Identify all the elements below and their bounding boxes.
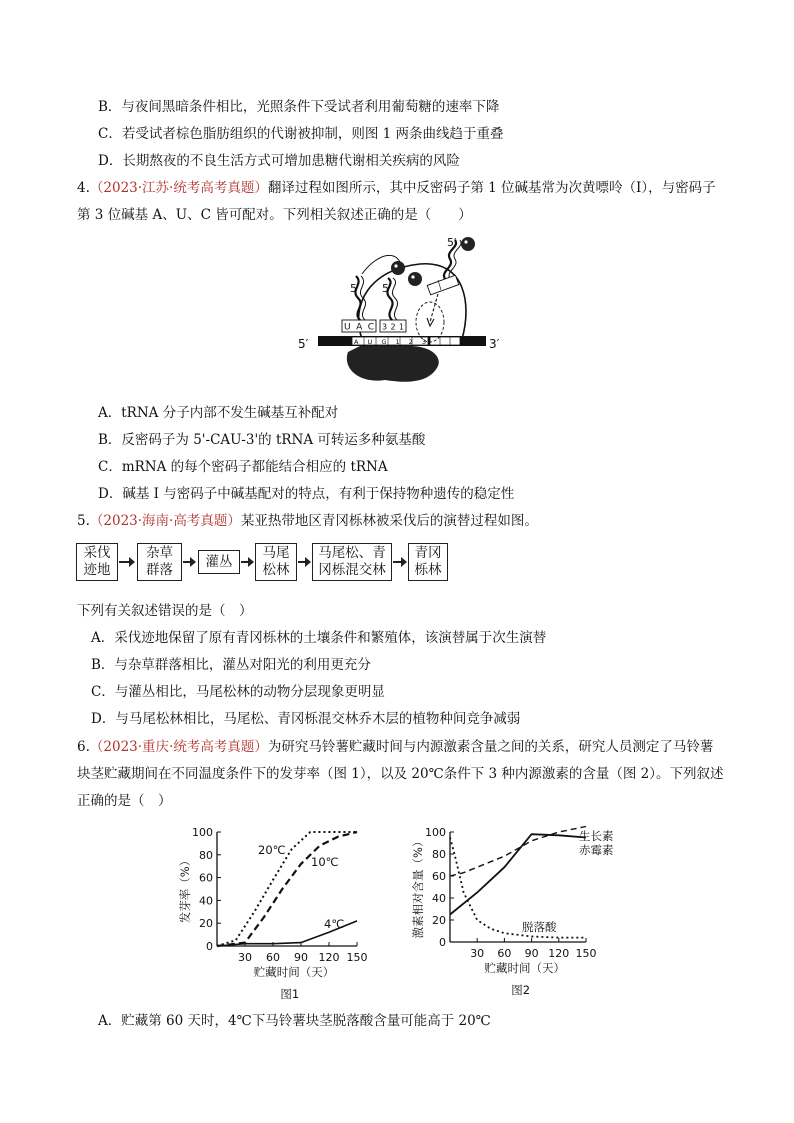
y-tick-label: 40 bbox=[199, 894, 213, 908]
flow-box-line: 松林 bbox=[262, 562, 290, 578]
x-tick-label: 150 bbox=[575, 947, 597, 960]
mrna-3-prime: 3′ bbox=[489, 337, 500, 351]
y-tick-label: 20 bbox=[432, 914, 446, 927]
trna1-5-prime: 5′ bbox=[350, 282, 360, 295]
q5-source: （2023·海南·高考真题） bbox=[89, 513, 241, 529]
flow-arrow bbox=[393, 561, 405, 563]
q6-number: 6. bbox=[77, 739, 90, 755]
amino-acid-ball bbox=[461, 237, 475, 251]
ribosome-small-subunit bbox=[347, 346, 439, 382]
x-tick-label: 90 bbox=[294, 951, 308, 964]
series-label-1: 20℃ bbox=[258, 843, 286, 857]
y-tick-label: 60 bbox=[199, 871, 213, 885]
q4-option-a: A．tRNA 分子内部不发生碱基互补配对 bbox=[98, 405, 339, 421]
q5-option-a: A．采伐迹地保留了原有青冈栎林的土壤条件和繁殖体，该演替属于次生演替 bbox=[91, 630, 547, 646]
q5-number: 5. bbox=[77, 513, 90, 529]
x-tick-label: 120 bbox=[548, 947, 570, 960]
series-line-2 bbox=[450, 834, 586, 914]
flow-box-logged-land bbox=[76, 543, 118, 581]
series-label-1: 生长素 bbox=[579, 829, 614, 843]
series-label-2: 赤霉素 bbox=[579, 843, 614, 857]
succession-flowchart bbox=[76, 543, 448, 583]
y-axis-label: 发芽率（%） bbox=[178, 854, 192, 924]
y-tick-label: 100 bbox=[425, 826, 446, 839]
y-tick-label: 0 bbox=[206, 940, 213, 953]
q5-stem-text: 某亚热带地区青冈栎林被采伐后的演替过程如图。 bbox=[240, 513, 538, 529]
y-tick-label: 80 bbox=[432, 848, 446, 861]
q5-question: 下列有关叙述错误的是（ ） bbox=[77, 603, 253, 619]
x-axis-label: 贮藏时间（天） bbox=[253, 965, 335, 979]
x-tick-label: 120 bbox=[318, 951, 340, 964]
q4-option-d: D．碱基 I 与密码子中碱基配对的特点，有利于保持物种遗传的稳定性 bbox=[98, 486, 515, 502]
series-label-2: 10℃ bbox=[311, 855, 339, 869]
q5-stem-line1 bbox=[77, 509, 538, 529]
q6-stem-line3: 正确的是（ ） bbox=[77, 793, 172, 809]
flow-box-line: 灌丛 bbox=[205, 553, 233, 570]
flow-box-line: 马尾 bbox=[262, 545, 290, 561]
x-axis-label: 贮藏时间（天） bbox=[484, 961, 566, 975]
flow-box-mixed-forest bbox=[312, 543, 392, 581]
q6-option-a: A．贮藏第 60 天时，4℃下马铃薯块茎脱落酸含量可能高于 20℃ bbox=[98, 1013, 491, 1029]
flow-box-line: 采伐 bbox=[83, 545, 111, 561]
y-tick-label: 100 bbox=[192, 826, 213, 839]
q6-stem-text: 为研究马铃薯贮藏时间与内源激素含量之间的关系，研究人员测定了马铃薯 bbox=[267, 739, 714, 755]
trna2-5-prime: 5′ bbox=[382, 282, 392, 295]
chart-title: 图1 bbox=[280, 987, 300, 1001]
flow-box-line: 马尾松、青 bbox=[318, 545, 386, 561]
chart-title: 图2 bbox=[511, 983, 531, 997]
q4-number: 4. bbox=[77, 180, 90, 196]
q4-stem-text: 翻译过程如图所示，其中反密码子第 1 位碱基常为次黄嘌呤（I），与密码子 bbox=[267, 180, 716, 196]
flow-arrow bbox=[119, 561, 133, 563]
chart-hormone-content bbox=[404, 818, 634, 1028]
mrna-5-prime: 5′ bbox=[298, 337, 309, 351]
series-label-3: 脱落酸 bbox=[522, 920, 557, 934]
flow-box-line: 杂草 bbox=[146, 545, 173, 561]
y-tick-label: 20 bbox=[199, 917, 213, 931]
flow-box-line: 栎林 bbox=[414, 562, 442, 578]
q6-source: （2023·重庆·统考高考真题） bbox=[89, 739, 268, 755]
q5-option-b: B．与杂草群落相比，灌丛对阳光的利用更充分 bbox=[91, 657, 371, 673]
flow-arrow bbox=[298, 561, 309, 563]
amino-acid-ball bbox=[408, 272, 422, 286]
y-tick-label: 80 bbox=[199, 848, 213, 862]
x-tick-label: 30 bbox=[470, 947, 485, 960]
q6-stem-line1 bbox=[77, 735, 713, 755]
x-tick-label: 60 bbox=[266, 951, 280, 964]
q5-option-d: D．与马尾松林相比，马尾松、青冈栎混交林乔木层的植物种间竞争减弱 bbox=[91, 711, 521, 727]
y-axis-label: 激素相对含量（%） bbox=[411, 835, 425, 939]
flow-arrow bbox=[241, 561, 252, 563]
q4-stem-line2: 第 3 位碱基 A、U、C 皆可配对。下列相关叙述正确的是（ ） bbox=[77, 207, 472, 223]
q4-option-b: B．反密码子为 5'-CAU-3'的 tRNA 可转运多种氨基酸 bbox=[98, 432, 426, 448]
series-line-3 bbox=[450, 838, 586, 938]
flow-arrow bbox=[183, 561, 194, 563]
chart-germination-rate bbox=[172, 818, 382, 1028]
q4-stem-line1 bbox=[77, 176, 716, 196]
x-tick-label: 150 bbox=[346, 951, 368, 964]
x-tick-label: 90 bbox=[524, 947, 539, 960]
anticodon-321: 3 2 1 bbox=[382, 322, 404, 332]
flow-box-shrubland bbox=[198, 550, 240, 574]
y-tick-label: 0 bbox=[439, 936, 446, 949]
x-tick-label: 60 bbox=[497, 947, 512, 960]
codon-labels: A U G 1 2 3 bbox=[354, 338, 426, 346]
trna3-5-prime: 5′ bbox=[447, 236, 457, 249]
flow-box-line: 青冈 bbox=[414, 545, 442, 561]
q3-option-b: B．与夜间黑暗条件相比，光照条件下受试者利用葡萄糖的速率下降 bbox=[98, 99, 500, 115]
translation-figure bbox=[290, 234, 510, 384]
flow-box-line: 群落 bbox=[146, 562, 173, 578]
q5-option-c: C．与灌丛相比，马尾松林的动物分层现象更明显 bbox=[91, 684, 385, 700]
y-tick-label: 60 bbox=[432, 870, 446, 883]
amino-acid-ball bbox=[391, 261, 405, 275]
q3-option-d: D．长期熬夜的不良生活方式可增加患糖代谢相关疾病的风险 bbox=[98, 153, 460, 169]
y-tick-label: 40 bbox=[432, 892, 446, 905]
q6-stem-line2: 块茎贮藏期间在不同温度条件下的发芽率（图 1），以及 20℃条件下 3 种内源激素的含量（图 2）。下列叙述 bbox=[77, 766, 724, 782]
anticodon-uac: UAC bbox=[344, 322, 374, 333]
flow-box-line: 冈栎混交林 bbox=[318, 562, 386, 578]
flow-box-weed-community bbox=[137, 543, 182, 581]
flow-box-line: 迹地 bbox=[83, 562, 111, 578]
x-tick-label: 30 bbox=[238, 951, 252, 964]
flow-box-masson-pine bbox=[255, 543, 297, 581]
series-label-3: 4℃ bbox=[324, 917, 345, 931]
q4-source: （2023·江苏·统考高考真题） bbox=[89, 180, 268, 196]
q3-option-c: C．若受试者棕色脂肪组织的代谢被抑制，则图 1 两条曲线趋于重叠 bbox=[98, 126, 504, 142]
flow-box-oak-forest bbox=[408, 543, 448, 581]
q4-option-c: C．mRNA 的每个密码子都能结合相应的 tRNA bbox=[98, 459, 388, 475]
